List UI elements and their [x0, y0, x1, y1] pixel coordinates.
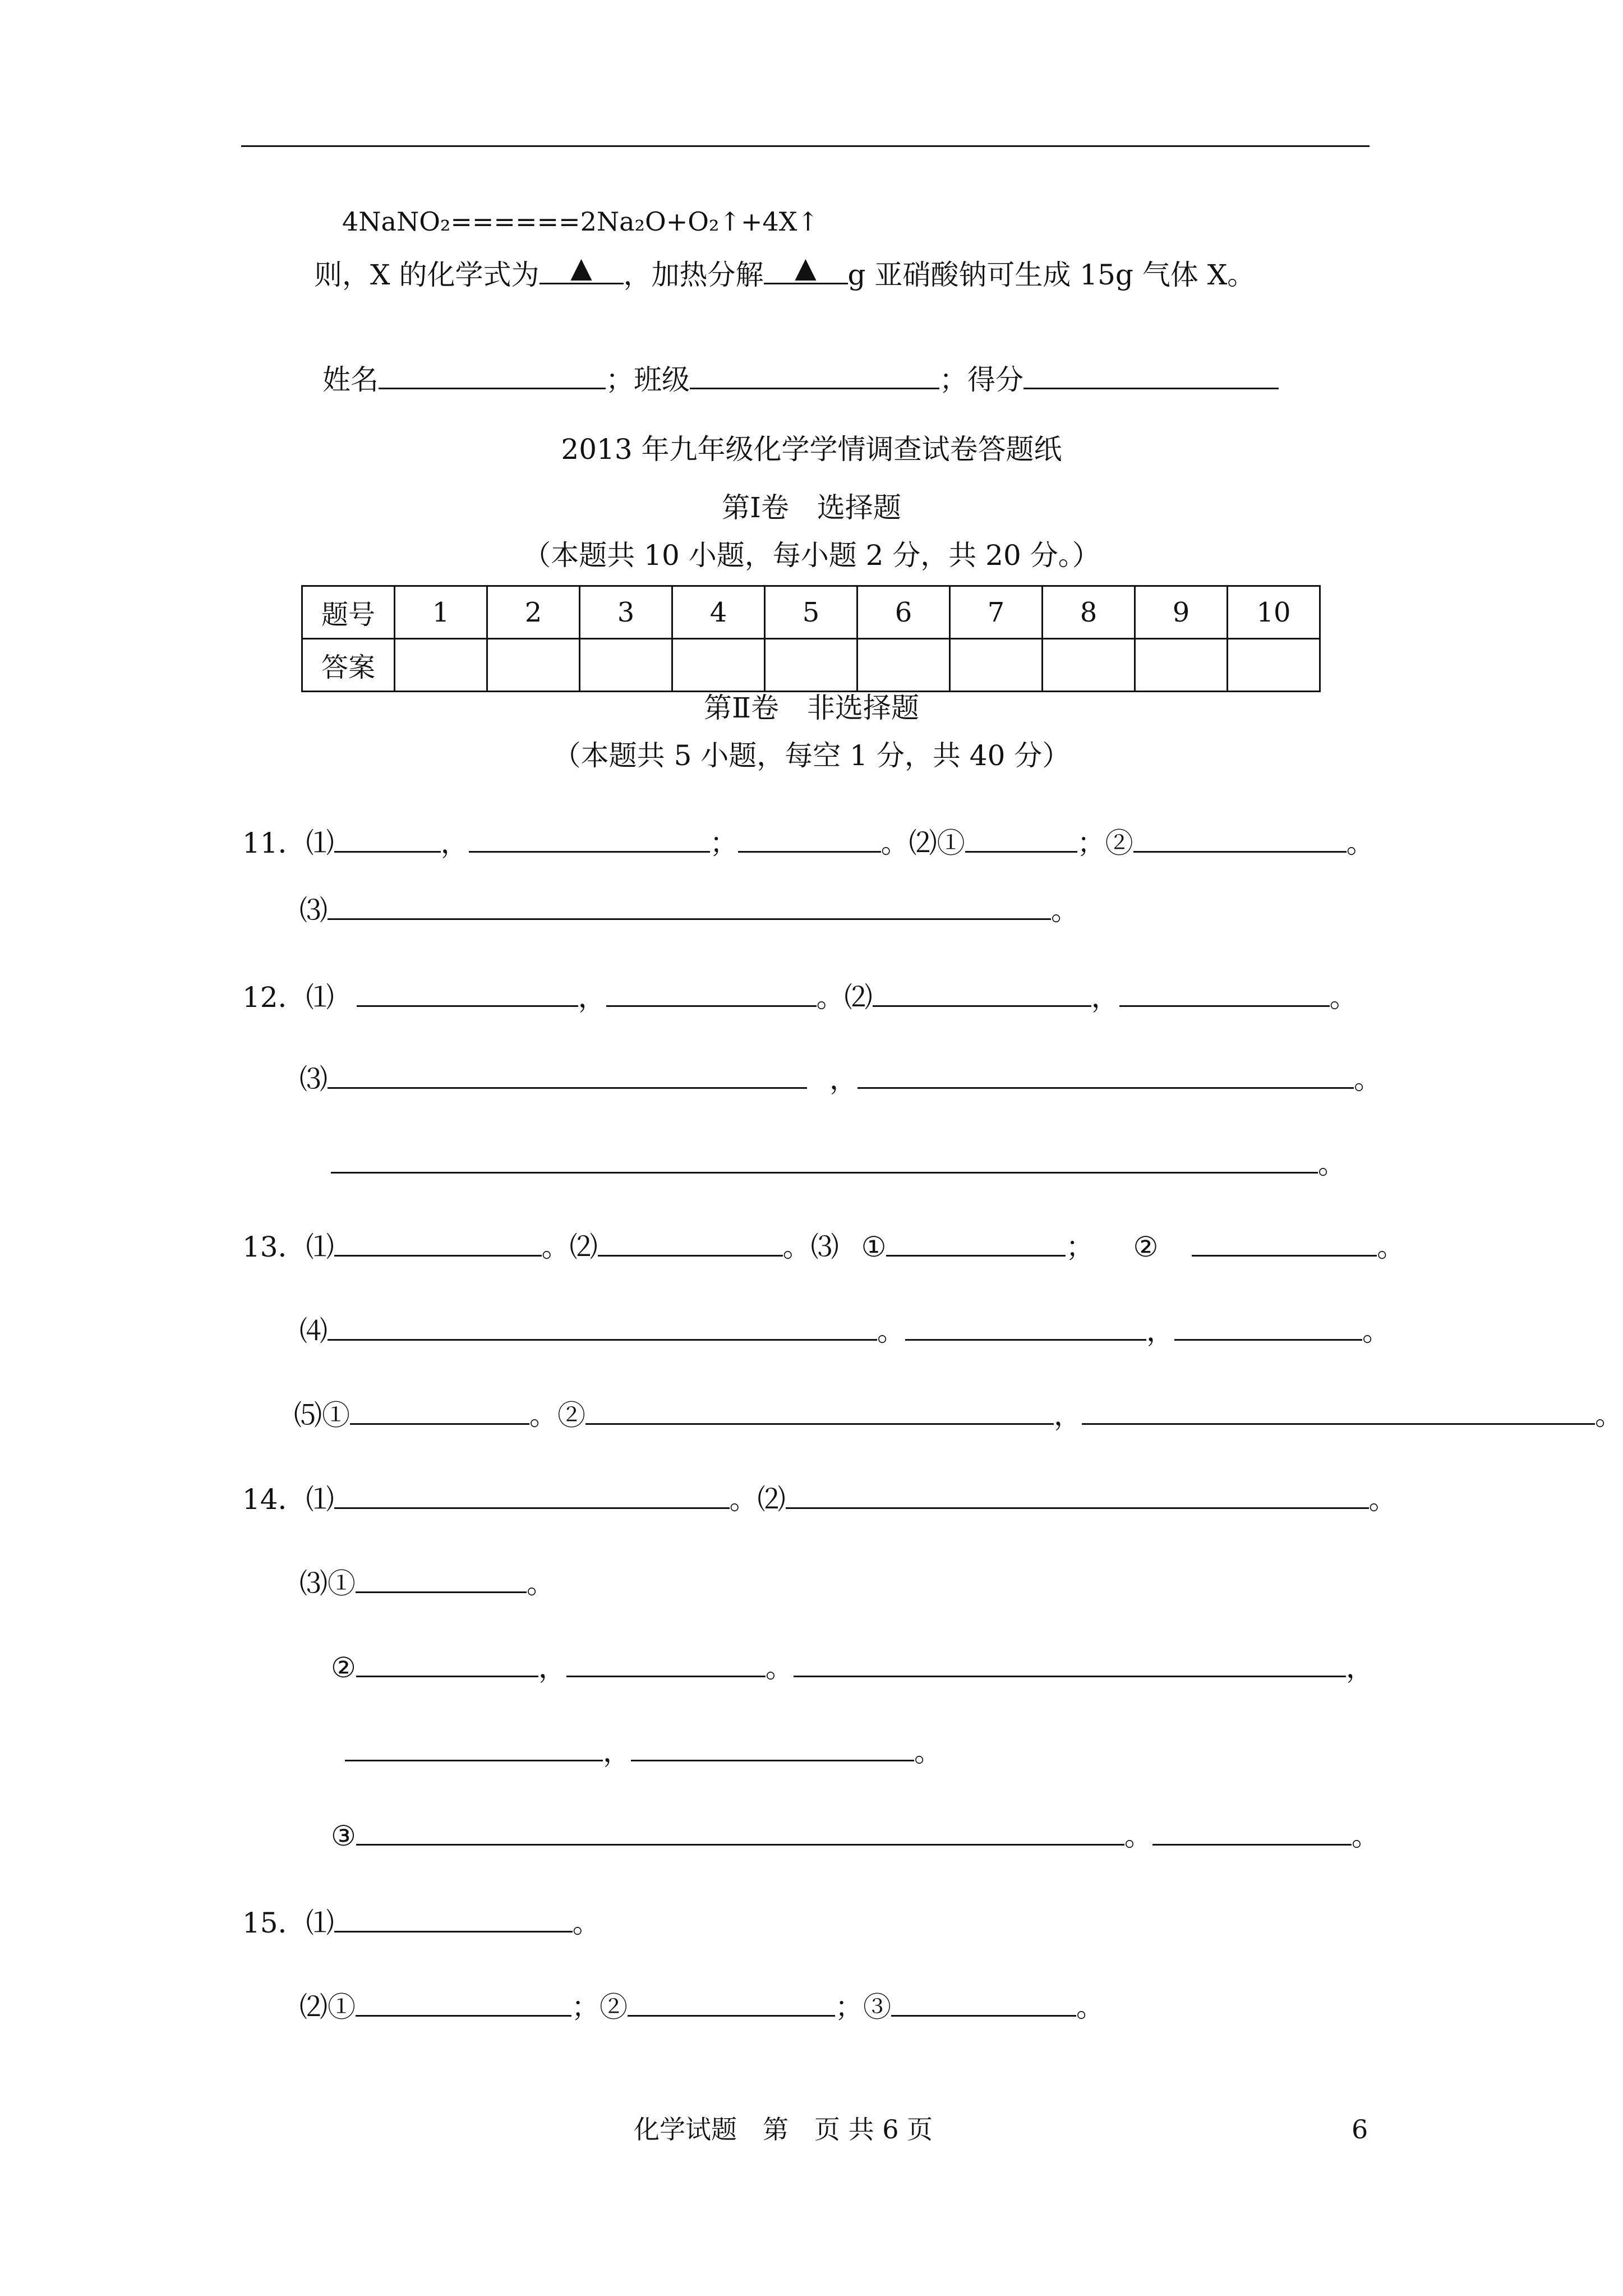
- period: 。: [1354, 1063, 1382, 1096]
- q13-line1: [242, 1233, 1405, 1261]
- answer-blank[interactable]: [1152, 1844, 1352, 1846]
- q11-part3-label: ⑶: [299, 894, 328, 927]
- period: 。: [529, 1399, 557, 1432]
- q12-line1: [242, 981, 1358, 1014]
- score-field[interactable]: [1023, 388, 1279, 389]
- q12-part1-label: ⑴: [306, 981, 334, 1014]
- table-cell-number: 1: [395, 586, 487, 639]
- answer-cell[interactable]: [950, 639, 1043, 692]
- comma: ，: [538, 1651, 566, 1684]
- answer-blank[interactable]: [566, 1676, 766, 1677]
- answer-cell[interactable]: [672, 639, 765, 692]
- page-number: 6: [1352, 2114, 1368, 2145]
- q13-part4-label: ⑷: [299, 1315, 328, 1347]
- q13-part5-circle-2: ②: [557, 1399, 585, 1432]
- q12-number: 12．: [242, 981, 306, 1014]
- period: 。: [1329, 981, 1358, 1014]
- period: 。: [527, 1567, 555, 1600]
- q11-part2-label: ⑵①: [909, 827, 965, 859]
- q13-part2-label: ⑵: [569, 1231, 598, 1263]
- period: 。: [816, 981, 845, 1014]
- q11-part1-label: ⑴: [306, 827, 334, 859]
- answer-blank[interactable]: [1133, 851, 1347, 853]
- period: 。: [782, 1231, 811, 1263]
- answer-blank[interactable]: [585, 1423, 1054, 1425]
- period: 。: [1318, 1148, 1346, 1180]
- period: 。: [1124, 1820, 1152, 1852]
- semicolon: ；: [1077, 827, 1105, 859]
- q15-circle-3: ③: [863, 1991, 891, 2023]
- answer-blank[interactable]: [873, 1005, 1091, 1007]
- period: 。: [572, 1907, 601, 1939]
- q14-line5: [331, 1822, 1380, 1850]
- answer-blank[interactable]: [328, 1339, 877, 1341]
- period: 。: [729, 1483, 758, 1516]
- comma: ，: [829, 1063, 857, 1096]
- answer-blank[interactable]: [331, 1172, 1318, 1174]
- formula-blank[interactable]: [540, 251, 624, 284]
- name-label: 姓名: [322, 364, 379, 396]
- comma: ，: [1091, 981, 1119, 1014]
- answer-blank[interactable]: [334, 851, 441, 853]
- answer-cell[interactable]: [395, 639, 487, 692]
- answer-blank[interactable]: [631, 1760, 914, 1761]
- table-cell-number: 4: [672, 586, 765, 639]
- q13-part3-label: ⑶: [810, 1231, 839, 1263]
- q14-line4: [345, 1738, 942, 1766]
- answer-blank[interactable]: [965, 851, 1077, 853]
- answer-blank[interactable]: [357, 1005, 578, 1007]
- period: 。: [1368, 1483, 1397, 1516]
- answer-blank[interactable]: [328, 918, 1051, 920]
- answer-cell[interactable]: [580, 639, 672, 692]
- q11-line1: [242, 829, 1375, 857]
- period: 。: [1377, 1231, 1405, 1263]
- period: 。: [1362, 1315, 1390, 1347]
- q14-part2-label: ⑵: [757, 1483, 786, 1516]
- answer-cell[interactable]: [487, 639, 580, 692]
- q14-circle-3: ③: [331, 1820, 356, 1852]
- answer-blank[interactable]: [794, 1676, 1346, 1677]
- q13-line3: [294, 1399, 1623, 1432]
- triangle-mark-1: ▲: [570, 251, 592, 284]
- table-row-answers: [302, 639, 1320, 692]
- answer-blank[interactable]: [905, 1339, 1146, 1341]
- answer-blank[interactable]: [1119, 1005, 1330, 1007]
- q13-circle-2: ②: [1133, 1231, 1159, 1263]
- equation: 4NaNO₂======2Na₂O+O₂↑+4X↑: [342, 206, 819, 237]
- part1-note: （本题共 10 小题，每小题 2 分，共 20 分。）: [523, 539, 1100, 572]
- q14-part3-label: ⑶①: [299, 1567, 356, 1600]
- answer-blank[interactable]: [334, 1931, 573, 1932]
- q11-line2: [299, 894, 1079, 927]
- period: 。: [877, 1315, 905, 1347]
- answer-blank[interactable]: [469, 851, 710, 853]
- question-prefix: 则，X 的化学式为: [314, 259, 540, 291]
- answer-blank[interactable]: [334, 1255, 542, 1257]
- answer-blank[interactable]: [738, 851, 881, 853]
- answer-blank[interactable]: [886, 1255, 1066, 1257]
- semicolon: ；: [571, 1991, 600, 2023]
- answer-blank[interactable]: [857, 1087, 1354, 1089]
- period: 。: [1351, 1820, 1380, 1852]
- comma: ，: [1345, 1651, 1374, 1684]
- answer-blank[interactable]: [891, 2015, 1076, 2017]
- answer-blank[interactable]: [1082, 1423, 1595, 1425]
- semicolon: ；: [1066, 1231, 1094, 1263]
- table-cell-number: 10: [1228, 586, 1320, 639]
- answer-cell[interactable]: [1135, 639, 1228, 692]
- q13-part1-label: ⑴: [306, 1231, 334, 1263]
- answer-blank[interactable]: [356, 1676, 538, 1677]
- answer-table: [301, 585, 1321, 692]
- answer-blank[interactable]: [606, 1005, 817, 1007]
- page-title: 2013 年九年级化学学情调查试卷答题纸: [561, 433, 1062, 466]
- answer-blank[interactable]: [356, 1844, 1124, 1846]
- comma: ，: [440, 827, 469, 859]
- part2-heading: 第Ⅱ卷 非选择题: [704, 692, 919, 724]
- answer-blank[interactable]: [356, 1591, 527, 1593]
- table-cell-number: 6: [857, 586, 950, 639]
- q14-line3: [331, 1651, 1374, 1684]
- answer-blank[interactable]: [598, 1255, 783, 1257]
- q13-circle-1: ①: [861, 1231, 887, 1263]
- q11-number: 11．: [242, 827, 306, 859]
- class-field[interactable]: [690, 388, 939, 389]
- q12-part3-label: ⑶: [299, 1063, 328, 1096]
- answer-blank[interactable]: [356, 2015, 571, 2017]
- period: 。: [1346, 827, 1375, 859]
- period: 。: [765, 1651, 794, 1684]
- period: 。: [1051, 894, 1079, 927]
- table-cell-number: 9: [1135, 586, 1228, 639]
- table-cell-number: 2: [487, 586, 580, 639]
- answer-blank[interactable]: [334, 1507, 730, 1509]
- score-label: ；得分: [939, 364, 1023, 396]
- q13-line2: [299, 1317, 1390, 1345]
- q12-part2-label: ⑵: [844, 981, 873, 1014]
- q15-number: 15．: [242, 1907, 306, 1939]
- part2-note: （本题共 5 小题，每空 1 分，共 40 分）: [552, 739, 1071, 772]
- q15-part2-label: ⑵①: [299, 1991, 356, 2023]
- part1-heading: 第Ⅰ卷 选择题: [722, 491, 901, 524]
- q12-line3: [331, 1150, 1346, 1178]
- comma: ，: [578, 981, 606, 1014]
- q13-number: 13．: [242, 1231, 306, 1263]
- comma: ，: [1146, 1315, 1174, 1347]
- answer-cell[interactable]: [857, 639, 950, 692]
- question-suffix: g 亚硝酸钠可生成 15g 气体 X。: [847, 259, 1256, 291]
- answer-blank[interactable]: [328, 1087, 807, 1089]
- q15-line1: [242, 1909, 601, 1937]
- row-header-number: 题号: [302, 586, 395, 639]
- semicolon: ；: [709, 827, 738, 859]
- triangle-mark-2: ▲: [795, 251, 817, 284]
- answer-blank[interactable]: [350, 1423, 529, 1425]
- semicolon: ；: [835, 1991, 863, 2023]
- comma: ，: [1054, 1399, 1082, 1432]
- question-line: [314, 251, 1256, 291]
- mass-blank[interactable]: [764, 251, 848, 284]
- table-cell-number: 7: [950, 586, 1043, 639]
- q14-part1-label: ⑴: [306, 1483, 334, 1516]
- table-cell-number: 5: [765, 586, 857, 639]
- q12-line2: [299, 1063, 1382, 1096]
- question-middle: ，加热分解: [623, 259, 764, 291]
- answer-blank[interactable]: [1174, 1339, 1362, 1341]
- period: 。: [541, 1231, 570, 1263]
- q13-part5-label: ⑸①: [294, 1399, 350, 1432]
- table-cell-number: 3: [580, 586, 672, 639]
- answer-blank[interactable]: [786, 1507, 1369, 1509]
- period: 。: [880, 827, 909, 859]
- period: 。: [1595, 1399, 1623, 1432]
- q14-number: 14．: [242, 1483, 306, 1516]
- answer-cell[interactable]: [1043, 639, 1135, 692]
- student-info: [322, 366, 1279, 394]
- period: 。: [1076, 1991, 1104, 2023]
- q15-part1-label: ⑴: [306, 1907, 334, 1939]
- name-field[interactable]: [379, 388, 606, 389]
- table-row-numbers: [302, 586, 1320, 639]
- table-cell-number: 8: [1043, 586, 1135, 639]
- footer-text: 化学试题 第 页 共 6 页: [634, 2114, 933, 2145]
- period: 。: [914, 1736, 942, 1768]
- q15-circle-2: ②: [600, 1991, 628, 2023]
- class-label: ；班级: [606, 364, 690, 396]
- answer-cell[interactable]: [1228, 639, 1320, 692]
- q15-line2: [299, 1993, 1104, 2021]
- q14-line2: [299, 1567, 555, 1600]
- header-rule: [241, 145, 1370, 147]
- q11-circle-2: ②: [1105, 827, 1133, 859]
- q14-circle-2: ②: [331, 1651, 356, 1684]
- row-header-answer: 答案: [302, 639, 395, 692]
- answer-blank[interactable]: [1192, 1255, 1377, 1257]
- answer-cell[interactable]: [765, 639, 857, 692]
- q14-line1: [242, 1483, 1397, 1516]
- answer-blank[interactable]: [345, 1760, 603, 1761]
- answer-blank[interactable]: [628, 2015, 835, 2017]
- comma: ，: [603, 1736, 631, 1768]
